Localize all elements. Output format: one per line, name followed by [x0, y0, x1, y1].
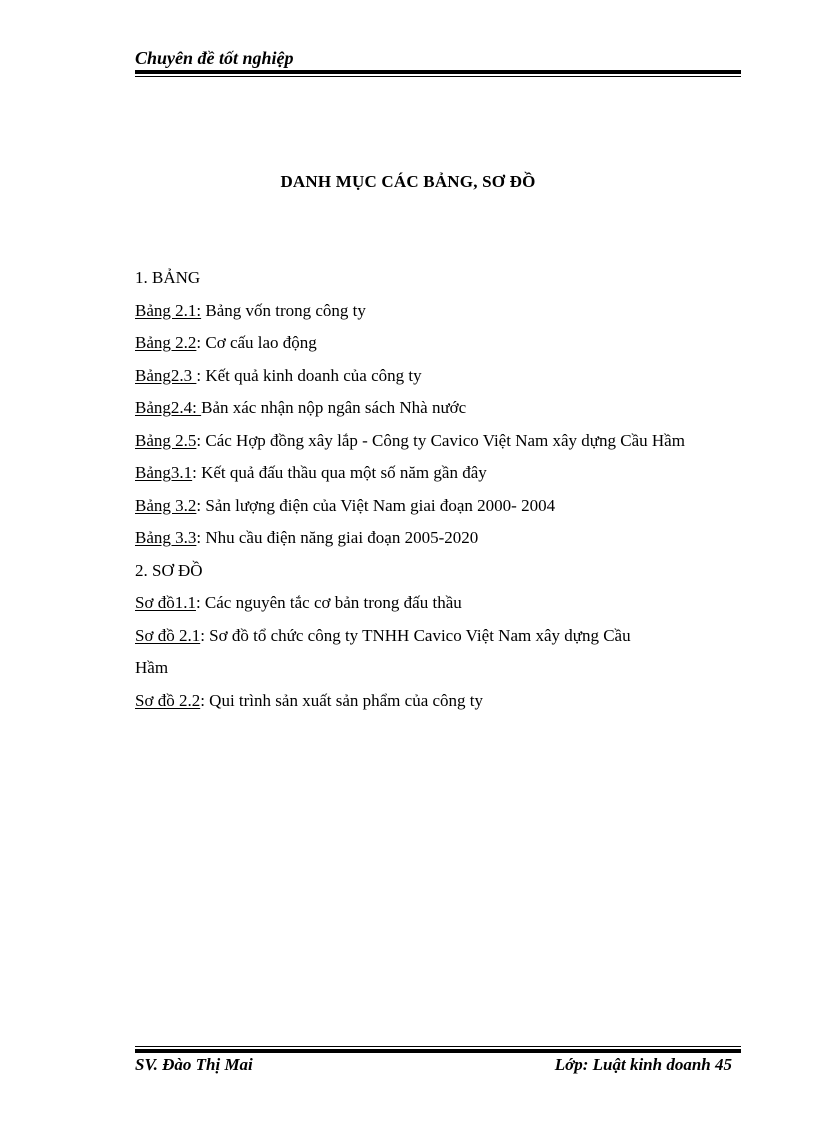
toc-item-text: : Sơ đồ tổ chức công ty TNHH Cavico Việt Nam xây dựng Cầu [200, 625, 631, 645]
table-of-contents [135, 266, 735, 721]
toc-item-continuation: Hầm [135, 658, 169, 677]
section-label-tables: 1. BẢNG [135, 268, 201, 287]
toc-item [135, 689, 735, 722]
toc-item [135, 526, 735, 559]
toc-item-ref: Bảng 2.1: [135, 300, 202, 320]
toc-item-text: : Sản lượng điện của Việt Nam giai đoạn 2000- 2004 [196, 495, 556, 515]
toc-item [135, 396, 735, 429]
toc-item-ref: Sơ đồ 2.1 [135, 625, 201, 645]
toc-item-text: Bản xác nhận nộp ngân sách Nhà nước [201, 398, 467, 417]
section-label-diagrams: 2. SƠ ĐỒ [135, 560, 203, 580]
toc-item-ref: Bảng 3.2 [135, 495, 197, 515]
page-title: DANH MỤC CÁC BẢNG, SƠ ĐỒ [280, 172, 536, 191]
toc-item-text: : Các nguyên tắc cơ bản trong đấu thầu [195, 593, 462, 612]
header-rule-thick [135, 70, 741, 74]
toc-item [135, 331, 735, 364]
toc-item-ref: Bảng3.1 [135, 463, 193, 482]
toc-item-ref: Bảng2.4: [135, 398, 202, 417]
footer-rule-thin [135, 1046, 741, 1047]
footer-student-name: SV. Đào Thị Mai [135, 1055, 253, 1074]
toc-item-text: : Kết quả kinh doanh của công ty [196, 365, 422, 385]
toc-item-text: : Qui trình sản xuất sản phẩm của công ty [200, 690, 484, 710]
toc-item-ref: Bảng 3.3 [135, 528, 197, 547]
toc-item [135, 624, 735, 657]
toc-item-ref: Sơ đồ 2.2 [135, 690, 201, 710]
header-rule-thin [135, 76, 741, 77]
toc-item-text: Bảng vốn trong công ty [201, 300, 366, 320]
toc-item-ref: Bảng2.3 [135, 365, 197, 385]
toc-item-ref: Bảng 2.2 [135, 333, 197, 352]
toc-item [135, 494, 735, 527]
toc-item-text: : Nhu cầu điện năng giai đoạn 2005-2020 [196, 528, 479, 547]
page-header-title: Chuyên đề tốt nghiệp [135, 48, 294, 68]
footer-class-name: Lớp: Luật kinh doanh 45 [554, 1055, 732, 1074]
toc-item-ref: Sơ đồ1.1 [135, 593, 196, 612]
toc-item-text: : Các Hợp đồng xây lắp - Công ty Cavico Việt Nam xây dựng Cầu Hầm [196, 430, 685, 450]
toc-item [135, 299, 735, 332]
toc-item [135, 429, 735, 462]
toc-item [135, 591, 735, 624]
toc-item [135, 461, 735, 494]
toc-item-text: : Cơ cấu lao động [196, 333, 317, 352]
toc-item-ref: Bảng 2.5 [135, 430, 197, 450]
toc-item [135, 364, 735, 397]
footer-rule-thick [135, 1049, 741, 1053]
toc-item-text: : Kết quả đấu thầu qua một số năm gần đây [192, 463, 487, 482]
